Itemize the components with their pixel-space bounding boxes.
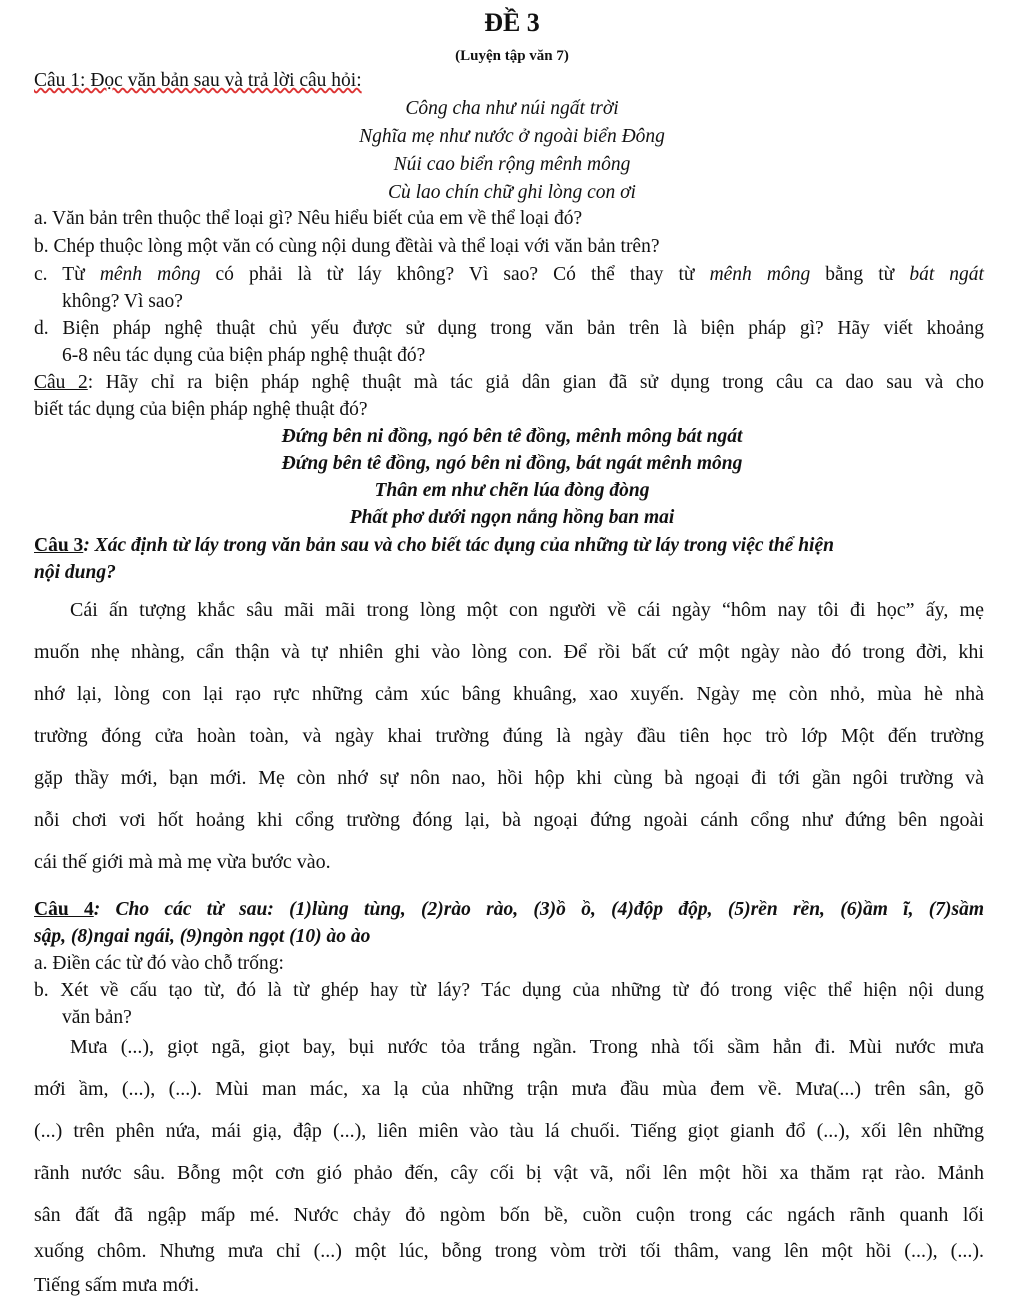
q1-c-word: mênh mông <box>99 264 201 285</box>
q1-poem-line: Nghĩa mẹ như nước ở ngoài biển Đông <box>359 126 665 147</box>
q3-text: : Xác định từ láy trong văn bản sau và cho biết tác dụng của những từ láy trong việc thể hiện <box>83 535 834 556</box>
q4-label: Câu 4 <box>34 899 94 920</box>
q3-heading-cont: nội dung? <box>34 562 116 583</box>
q4-text: : Cho các từ sau: (1)lùng tùng, (2)rào rào, (3)ồ ồ, (4)độp độp, (5)rền rền, (6)ầm ĩ, (7)sầm <box>93 899 984 920</box>
q2-poem-line: Phất phơ dưới ngọn nắng hồng ban mai <box>349 507 675 528</box>
q2-label: Câu 2 <box>34 372 88 393</box>
q4-paragraph-line: Mưa (...), giọt ngã, giọt bay, bụi nước tỏa trắng ngần. Trong nhà tối sầm hẳn đi. Mùi nước mưa <box>70 1036 984 1058</box>
q2-poem-line: Thân em như chẽn lúa đòng đòng <box>374 480 650 501</box>
q3-paragraph-line: gặp thầy mới, bạn mới. Mẹ còn nhớ sự nôn nao, hồi hộp khi cùng bà ngoại đi tới gần ngôi trường và <box>34 767 984 789</box>
q1-poem-line: Núi cao biển rộng mênh mông <box>393 154 631 175</box>
q1-c-text: c. Từ <box>34 264 100 285</box>
q1-item-d-cont: 6-8 nêu tác dụng của biện pháp nghệ thuật đó? <box>62 345 426 366</box>
q3-paragraph-line: Cái ấn tượng khắc sâu mãi mãi trong lòng một con người về cái ngày “hôm nay tôi đi học” ấy, mẹ <box>70 599 984 621</box>
q1-item-b: b. Chép thuộc lòng một văn có cùng nội dung đềtài và thể loại với văn bản trên? <box>34 236 660 257</box>
q2-heading <box>34 372 984 394</box>
document-title: ĐỀ 3 <box>484 8 540 37</box>
q1-heading <box>34 70 362 92</box>
q1-c-text: bằng từ <box>810 264 910 285</box>
q3-label: Câu 3 <box>34 535 84 556</box>
q1-poem-line: Công cha như núi ngất trời <box>405 98 619 119</box>
q4-paragraph-line: rãnh nước sâu. Bỗng một cơn gió phảo đến, cây cối bị vật vã, nổi lên một hồi xa thăm rạt rào. Mảnh <box>34 1162 984 1184</box>
q1-c-text: có phải là từ láy không? Vì sao? Có thể thay từ <box>200 264 710 285</box>
q1-c-word: mênh mông <box>709 264 811 285</box>
q4-paragraph-line: xuống chôm. Nhưng mưa chỉ (...) một lúc, bỗng trong vòm trời tối thâm, vang lên một hồi (...), (...). <box>34 1240 984 1262</box>
document-subtitle: (Luyện tập văn 7) <box>455 48 569 64</box>
q3-paragraph-line: nhớ lại, lòng con lại rạo rực những cảm xúc bâng khuâng, xao xuyến. Ngày mẹ còn nhỏ, mùa hè nhà <box>34 683 984 705</box>
q3-paragraph-line: nỗi chơi vơi hốt hoảng khi cổng trường đóng lại, bà ngoại đứng ngoài cánh cổng như đứng bên ngoài <box>34 809 984 831</box>
q4-item-a: a. Điền các từ đó vào chỗ trống: <box>34 953 284 974</box>
q1-item-c-cont: không? Vì sao? <box>62 291 183 312</box>
q1-poem-line: Cù lao chín chữ ghi lòng con ơi <box>388 182 636 203</box>
q4-paragraph-line: Tiếng sấm mưa mới. <box>34 1274 200 1296</box>
q1-item-a: a. Văn bản trên thuộc thể loại gì? Nêu hiểu biết của em về thể loại đó? <box>34 208 583 229</box>
q1-item-c <box>34 264 984 286</box>
q1-c-word: bát ngát <box>909 264 984 285</box>
q4-heading <box>34 899 984 921</box>
q3-paragraph-line: cái thế giới mà mà mẹ vừa bước vào. <box>34 851 331 873</box>
q4-item-b-cont: văn bản? <box>62 1007 132 1028</box>
q1-label: Câu 1 <box>34 70 81 91</box>
q2-poem-line: Đứng bên tê đồng, ngó bên ni đồng, bát ngát mênh mông <box>281 453 743 474</box>
q2-text: : Hãy chỉ ra biện pháp nghệ thuật mà tác giả dân gian đã sử dụng trong câu ca dao sau và cho <box>87 372 984 393</box>
q3-heading <box>34 535 984 557</box>
q3-paragraph-line: trường đóng cửa hoàn toàn, và ngày khai trường đúng là ngày đầu tiên học trò lớp Một đến trường <box>34 725 984 747</box>
q4-paragraph-line: (...) trên phên nứa, mái giạ, đập (...), liên miên vào tàu lá chuối. Tiếng giọt gianh đổ (...), xối lên những <box>34 1120 984 1142</box>
q3-paragraph-line: muốn nhẹ nhàng, cẩn thận và tự nhiên ghi vào lòng con. Để rồi bất cứ một ngày nào đó trong đời, khi <box>34 641 984 663</box>
q4-paragraph-line: mới ầm, (...), (...). Mùi man mác, xa lạ của những trận mưa đầu mùa đem về. Mưa(...) trên sân, gõ <box>34 1078 984 1100</box>
q4-heading-cont: sập, (8)ngai ngái, (9)ngòn ngọt (10) ào ào <box>34 926 371 947</box>
q1-item-d: d. Biện pháp nghệ thuật chủ yếu được sử dụng trong văn bản trên là biện pháp gì? Hãy viết khoảng <box>34 318 984 339</box>
q2-heading-cont: biết tác dụng của biện pháp nghệ thuật đó? <box>34 399 368 420</box>
q4-item-b: b. Xét về cấu tạo từ, đó là từ ghép hay từ láy? Tác dụng của những từ đó trong việc thể hiện nội dung <box>34 980 984 1001</box>
q1-text: : Đọc văn bản sau và trả lời câu hỏi: <box>80 70 362 91</box>
q4-paragraph-line: sân đất đã ngập mấp mé. Nước chảy đỏ ngòm bốn bề, cuồn cuộn trong các ngách rãnh quanh lối <box>34 1204 984 1226</box>
q2-poem-line: Đứng bên ni đồng, ngó bên tê đồng, mênh mông bát ngát <box>281 426 743 447</box>
